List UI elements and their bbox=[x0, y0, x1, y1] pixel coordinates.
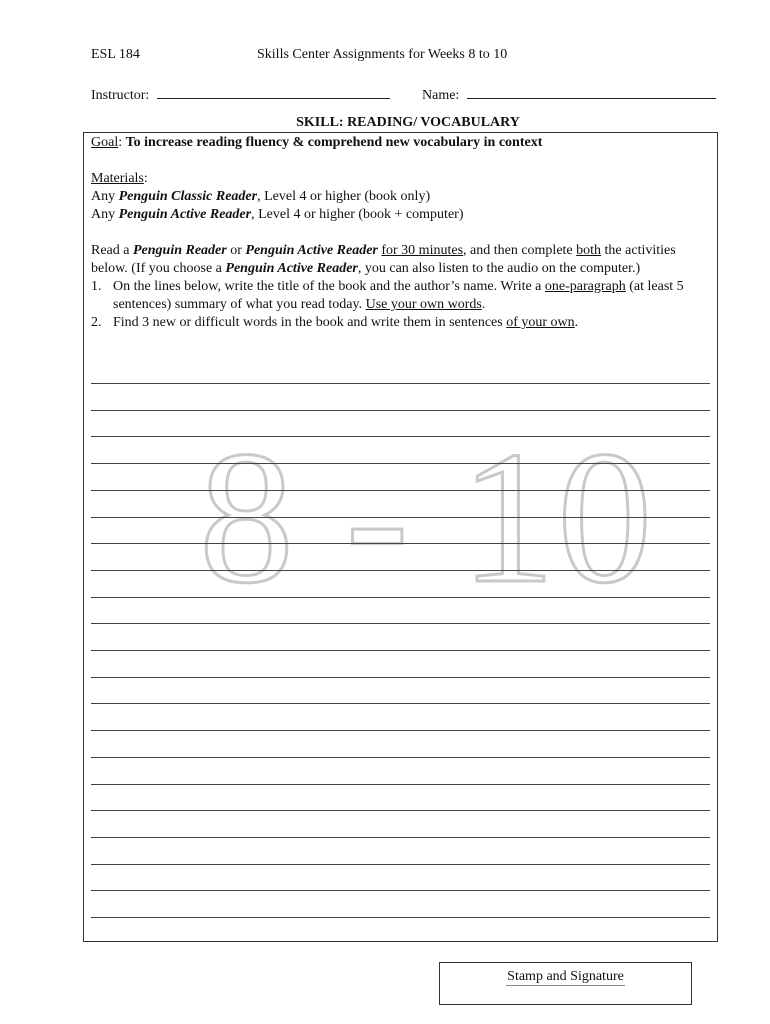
writing-line[interactable] bbox=[91, 784, 710, 785]
course-code: ESL 184 bbox=[91, 47, 140, 62]
step-emphasis: one-paragraph bbox=[544, 279, 626, 294]
writing-line[interactable] bbox=[91, 810, 710, 811]
step-text: (at least 5 sentences) summary of what you read today. bbox=[113, 279, 684, 312]
writing-line[interactable] bbox=[91, 517, 710, 518]
step-number: 1. bbox=[91, 279, 102, 294]
material-title: Penguin Classic Reader bbox=[118, 189, 258, 204]
step-item bbox=[91, 314, 711, 332]
material-pre: Any bbox=[91, 207, 119, 222]
writing-line[interactable] bbox=[91, 570, 710, 571]
goal-label: Goal bbox=[91, 135, 119, 150]
step-emphasis: of your own bbox=[506, 315, 575, 330]
material-post: , Level 4 or higher (book + computer) bbox=[251, 207, 464, 222]
skill-heading: SKILL: READING/ VOCABULARY bbox=[296, 115, 520, 130]
writing-line[interactable] bbox=[91, 597, 710, 598]
writing-line[interactable] bbox=[91, 703, 710, 704]
stamp-label: Stamp and Signature bbox=[507, 969, 624, 984]
material-title: Penguin Active Reader bbox=[118, 207, 252, 222]
instr-text: the activities below. (If you choose a bbox=[91, 243, 676, 276]
material-item bbox=[91, 206, 711, 224]
material-item bbox=[91, 188, 711, 206]
name-field[interactable] bbox=[422, 84, 716, 104]
instr-text: Read a bbox=[91, 243, 133, 258]
instr-text: , and then complete bbox=[463, 243, 577, 258]
writing-line[interactable] bbox=[91, 864, 710, 865]
step-item bbox=[91, 278, 711, 314]
writing-line[interactable] bbox=[91, 650, 710, 651]
goal-sep: : bbox=[118, 135, 126, 150]
materials-heading bbox=[91, 170, 711, 188]
name-label: Name: bbox=[422, 88, 460, 103]
instructor-label: Instructor: bbox=[91, 88, 150, 103]
writing-line[interactable] bbox=[91, 837, 710, 838]
writing-line[interactable] bbox=[91, 757, 710, 758]
name-blank[interactable] bbox=[467, 84, 716, 99]
assignment-box bbox=[83, 132, 718, 942]
instr-duration: for 30 minutes bbox=[381, 243, 464, 258]
writing-line[interactable] bbox=[91, 410, 710, 411]
instr-text: or bbox=[226, 243, 246, 258]
materials-sep: : bbox=[143, 171, 148, 186]
writing-line[interactable] bbox=[91, 543, 710, 544]
instr-book: Penguin Active Reader bbox=[245, 243, 378, 258]
instr-both: both bbox=[576, 243, 602, 258]
material-post: , Level 4 or higher (book only) bbox=[257, 189, 431, 204]
goal-line bbox=[91, 134, 711, 152]
steps-list bbox=[91, 278, 711, 332]
instr-book: Penguin Reader bbox=[132, 243, 227, 258]
instr-text: , you can also listen to the audio on the computer.) bbox=[357, 261, 641, 276]
page-title: Skills Center Assignments for Weeks 8 to 10 bbox=[257, 47, 508, 62]
writing-line[interactable] bbox=[91, 623, 710, 624]
writing-line[interactable] bbox=[91, 463, 710, 464]
writing-line[interactable] bbox=[91, 383, 710, 384]
writing-line[interactable] bbox=[91, 436, 710, 437]
step-text: Find 3 new or difficult words in the book and write them in sentences bbox=[113, 315, 507, 330]
instructions-paragraph bbox=[91, 242, 711, 278]
writing-line[interactable] bbox=[91, 677, 710, 678]
materials-label: Materials bbox=[91, 171, 144, 186]
instr-book: Penguin Active Reader bbox=[225, 261, 358, 276]
step-text: . bbox=[574, 315, 579, 330]
instructor-field[interactable] bbox=[91, 84, 390, 104]
instructor-blank[interactable] bbox=[157, 84, 390, 99]
step-emphasis: Use your own words bbox=[365, 297, 482, 312]
writing-line[interactable] bbox=[91, 730, 710, 731]
assignment-content bbox=[91, 134, 711, 332]
writing-line[interactable] bbox=[91, 917, 710, 918]
step-text: On the lines below, write the title of the book and the author’s name. Write a bbox=[113, 279, 545, 294]
step-text: . bbox=[481, 297, 486, 312]
watermark: 8 - 10 bbox=[199, 413, 655, 623]
writing-line[interactable] bbox=[91, 890, 710, 891]
material-pre: Any bbox=[91, 189, 119, 204]
goal-text: To increase reading fluency & comprehend new vocabulary in context bbox=[125, 135, 543, 150]
stamp-signature-box[interactable] bbox=[439, 962, 692, 1005]
writing-line[interactable] bbox=[91, 490, 710, 491]
step-number: 2. bbox=[91, 315, 102, 330]
